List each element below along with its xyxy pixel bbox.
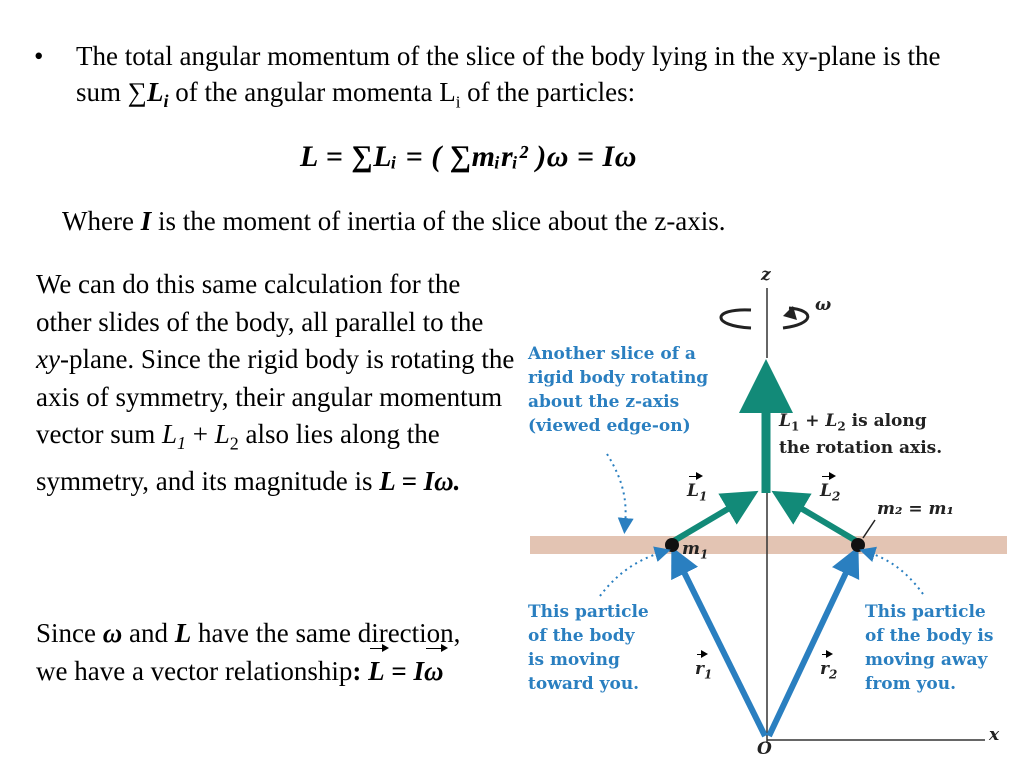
para1-L1: L [161,419,178,449]
caption-away-line: from you. [865,674,957,694]
label-r2-sub: 2 [828,667,838,682]
particle-m2 [851,538,865,552]
para1-bold: L = Iω. [379,465,461,496]
para1-plus: + [186,419,215,449]
para2-vector-omega: ω [424,652,444,690]
bullet-L-symbol: L [147,77,164,107]
where-prefix: Where [62,206,141,236]
angular-momentum-equation: L = ∑Lᵢ = ( ∑mᵢrᵢ² )ω = Iω [300,140,637,173]
caption-another-slice [528,342,708,438]
label-z: z [761,265,771,285]
m2-leader-line [863,520,875,538]
toward-pointer [600,552,663,596]
slice-pointer [607,454,626,526]
caption-toward [528,600,649,696]
label-m1 [682,538,708,565]
label-L2 [820,480,840,507]
para2-L: L [174,618,192,648]
r2-vector-arrow [769,560,852,736]
label-L2-text: L [820,481,832,501]
r1-vector-arrow [678,560,765,736]
caption-slice-line: (viewed edge-on) [528,416,691,436]
caption-toward-line: toward you. [528,674,640,694]
para2-part1: Since [36,618,103,648]
bullet-i-sub2: i [455,92,461,112]
sum-plus: + [799,411,826,431]
para2-omega: ω [102,618,123,648]
para2-colon: : [352,656,369,686]
label-r2 [820,658,837,685]
label-L2-sub: 2 [831,489,841,504]
caption-toward-line: is moving [528,650,620,670]
label-omega: ω [815,295,832,315]
sum-sub1: 1 [790,419,800,434]
para1-part2: -plane. Since the rigid body is rotating the axis of symmetry, their angular momentum vector sum [36,344,515,449]
bullet-text [76,38,976,120]
slice-slab [530,536,1007,554]
bullet-symbol: • [34,41,44,71]
where-symbol: I [140,206,152,236]
para1-sub2: 2 [229,433,239,454]
bullet-text-mid: of the angular momenta L [168,77,456,107]
para2-part2: have the same direction, we have a vector relationship [36,618,461,686]
bullet-text-before: The total angular momentum of the slice of the body lying in the xy-plane is the sum ∑ [76,41,941,107]
para1-part1: We can do this same calculation for the other slides of the body, all parallel to the [36,269,484,337]
para2-vector-L: L [368,652,385,690]
para1-xy: xy [36,344,60,374]
caption-away [865,600,993,696]
caption-slice-line: rigid body rotating [528,368,709,388]
para2-and: and [122,618,175,648]
label-origin: O [757,739,772,759]
caption-away-line: of the body is [865,626,994,646]
para1-L2: L [214,419,230,449]
label-r1-sub: 1 [703,667,713,682]
label-m1-text: m [682,539,700,559]
where-line [62,206,726,237]
particle-m1 [665,538,679,552]
bullet-text-after: of the particles: [460,77,636,107]
label-r2-text: r [820,659,829,679]
bullet-i-sub: i [163,91,169,112]
label-L1-sub: 1 [698,489,708,504]
para1-sub1: 1 [177,433,187,454]
label-m2-equals-m1: m₂ = m₁ [877,499,954,519]
caption-away-line: moving away [865,650,988,670]
caption-sum-b: the rotation axis. [779,438,943,459]
sum-L2: L [825,411,838,431]
caption-toward-line: of the body [528,626,635,646]
rigid-body-figure [515,258,1015,763]
para1-part3: also lies along the symmetry, and its magnitude is [36,419,440,496]
paragraph-vector-relationship [36,614,476,690]
caption-sum-a: is along [845,411,927,431]
paragraph-slices [36,266,516,500]
label-r1-text: r [695,659,704,679]
away-pointer [867,552,923,594]
L1-vector-arrow [672,500,743,542]
label-L1-text: L [687,481,699,501]
label-x: x [989,725,1000,745]
caption-away-line: This particle [865,602,986,622]
para2-I: I [413,656,425,686]
sum-L1: L [779,411,791,431]
caption-toward-line: This particle [528,602,649,622]
caption-slice-line: about the z-axis [528,392,680,412]
where-suffix: is the moment of inertia of the slice about the z-axis. [151,206,726,236]
caption-slice-line: Another slice of a [528,344,696,364]
label-r1 [695,658,712,685]
para2-equals: = [384,656,414,686]
label-L1 [687,480,707,507]
caption-sum-along-axis [779,410,942,459]
sum-sub2: 2 [837,419,846,434]
label-m1-sub: 1 [700,547,709,562]
